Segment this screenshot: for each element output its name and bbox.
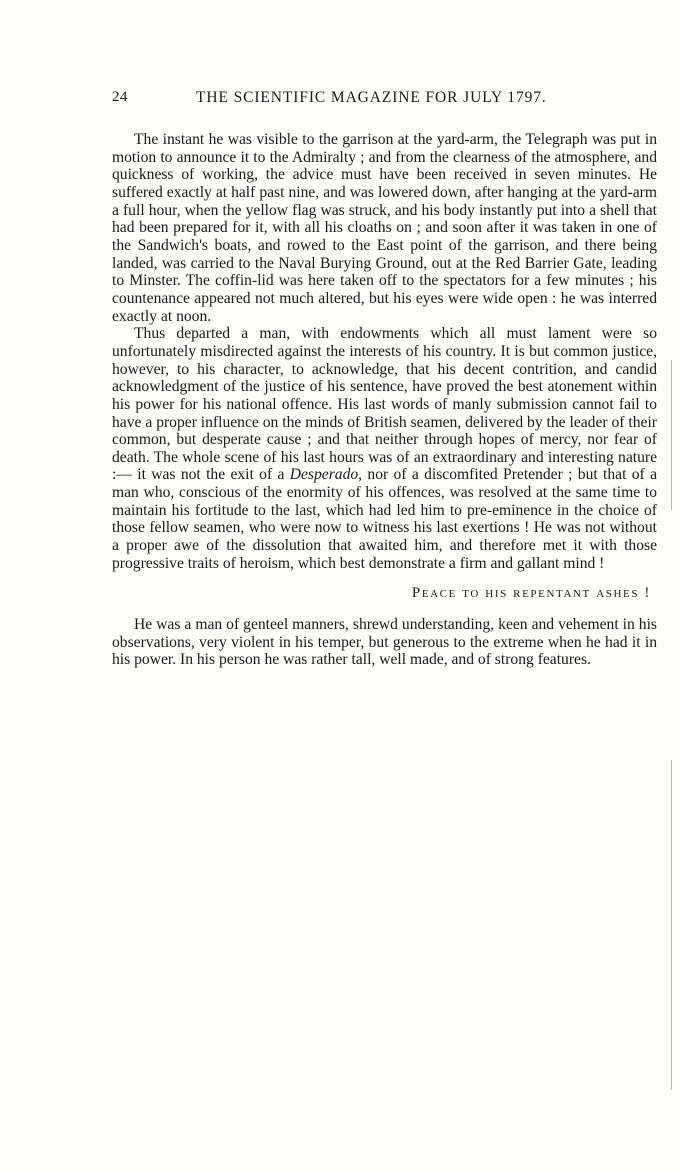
article-body (112, 131, 657, 669)
desperado-italic: Desperado, (289, 466, 363, 484)
page-number: 24 (112, 89, 128, 105)
closing-epitaph: Peace to his repentant ashes ! (411, 585, 651, 602)
paragraph-reflection-text-start: Thus departed a man, with endowments which all must lament were so unfortunately misdirected against the interests of his country. It is but common justice, however, to his character, to acknowledge, that his decent contrition, and candid acknowledgment of the justice of his sentence, have proved the best atonement within his power for his national offence. His last words of manly submission cannot fail to have a proper influence on the minds of British seamen, delivered by the leader of their common, but desperate cause ; and that neither through hopes of mercy, nor fear of death. The whole scene of his last hours was of an extraordinary and interesting nature :— it was not the exit of a (112, 325, 657, 484)
paragraph-reflection-text-end: nor of a discomfited Pretender ; but that of a man who, conscious of the enormity of his offences, was resolved at the same time to maintain his fortitude to the last, which had led him to pre-eminence in the choice of those fellow seamen, who were now to witness his last exertions ! He was not without a proper awe of the dissolution that awaited him, and therefore met it with those progressive traits of heroism, which best demonstrate a firm and gallant mind ! (112, 466, 657, 572)
page-edge-shadow (671, 760, 672, 1090)
running-title: THE SCIENTIFIC MAGAZINE FOR JULY 1797. (196, 89, 547, 106)
paragraph-reflection (112, 325, 657, 572)
paragraph-description: He was a man of genteel manners, shrewd understanding, keen and vehement in his observations, very violent in his temper, but generous to the extreme when he had it in his power. In his person he was rather tall, well made, and of strong features. (112, 616, 657, 669)
paragraph-execution: The instant he was visible to the garrison at the yard-arm, the Telegraph was put in motion to announce it to the Admiralty ; and from the clearness of the atmosphere, and quickness of working, the advice must have been received in seven minutes. He suffered exactly at half past nine, and was lowered down, after hanging at the yard-arm a full hour, when the yellow flag was struck, and his body instantly put into a shell that had been prepared for it, with all his cloaths on ; and soon after it was taken in one of the Sandwich's boats, and rowed to the East point of the garrison, and there being landed, was carried to the Naval Burying Ground, out at the Red Barrier Gate, leading to Minster. The coffin-lid was here taken off to the spectators for a few minutes ; his countenance appeared not much altered, but his eyes were wide open : he was interred exactly at noon. (112, 131, 657, 325)
page-edge-shadow (671, 360, 672, 510)
running-head (112, 89, 654, 111)
